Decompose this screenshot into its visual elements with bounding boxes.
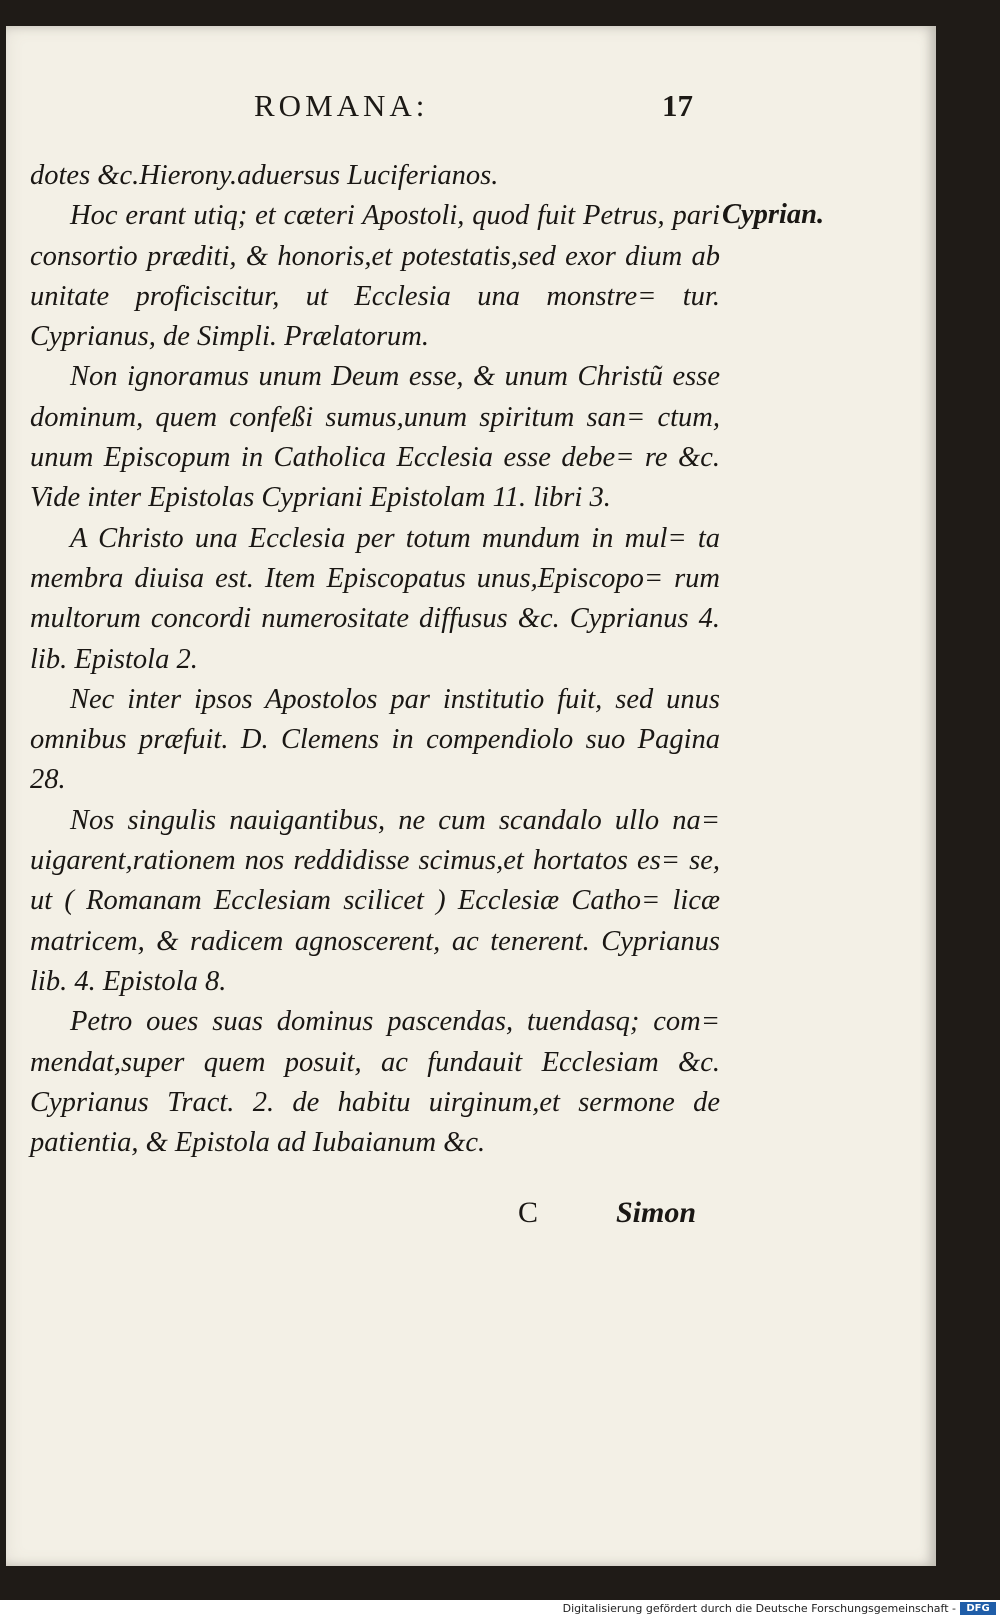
paragraph: Nos singulis nauigantibus, ne cum scandalo ullo na= uigarent,rationem nos reddidisse scimus,et hortatos es= se, ut ( Romanam Ecclesiam scilicet ) Ecclesiæ Catho= licæ matricem, & radicem agnoscerent, ac tenerent. Cyprianus lib. 4. Epistola 8.	[30, 804, 720, 997]
body-text	[30, 156, 720, 1163]
margin-note: Cyprian.	[722, 199, 825, 230]
dfg-logo: DFG	[960, 1602, 996, 1615]
paragraph: dotes &c.Hierony.aduersus Luciferianos.	[30, 160, 499, 191]
digitization-credit-bar	[0, 1600, 1000, 1618]
paragraph: A Christo una Ecclesia per totum mundum in mul= ta membra diuisa est. Item Episcopatus unus,Episcopo= rum multorum concordi numerositate diffusus &c. Cyprianus 4. lib. Epistola 2.	[30, 522, 720, 675]
paragraph: Petro oues suas dominus pascendas, tuendasq; com= mendat,super quem posuit, ac fundauit Ecclesiam &c. Cyprianus Tract. 2. de habitu uirginum,et sermone de patientia, & Epistola ad Iubaianum &c.	[30, 1006, 720, 1159]
page-header	[6, 88, 936, 138]
signature-mark: C	[518, 1196, 539, 1229]
running-head: ROMANA:	[254, 88, 429, 123]
credit-text: Digitalisierung gefördert durch die Deutsche Forschungsgemeinschaft -	[562, 1602, 956, 1615]
book-page	[6, 26, 936, 1566]
paragraph: Nec inter ipsos Apostolos par institutio fuit, sed unus omnibus præfuit. D. Clemens in compendiolo suo Pagina 28.	[30, 683, 720, 796]
page-number: 17	[662, 88, 693, 123]
paragraph: Hoc erant utiq; et cæteri Apostoli, quod fuit Petrus, pari consortio præditi, & honoris,et potestatis,sed exor dium ab unitate proficiscitur, ut Ecclesia una monstre= tur. Cyprianus, de Simpli. Prælatorum.	[30, 200, 720, 353]
catchword: Simon	[616, 1196, 697, 1229]
paragraph: Non ignoramus unum Deum esse, & unum Christũ esse dominum, quem confeßi sumus,unum spiritum san= ctum, unum Episcopum in Catholica Ecclesia esse debe= re &c. Vide inter Epistolas Cypriani Epistolam 11. libri 3.	[30, 361, 720, 514]
